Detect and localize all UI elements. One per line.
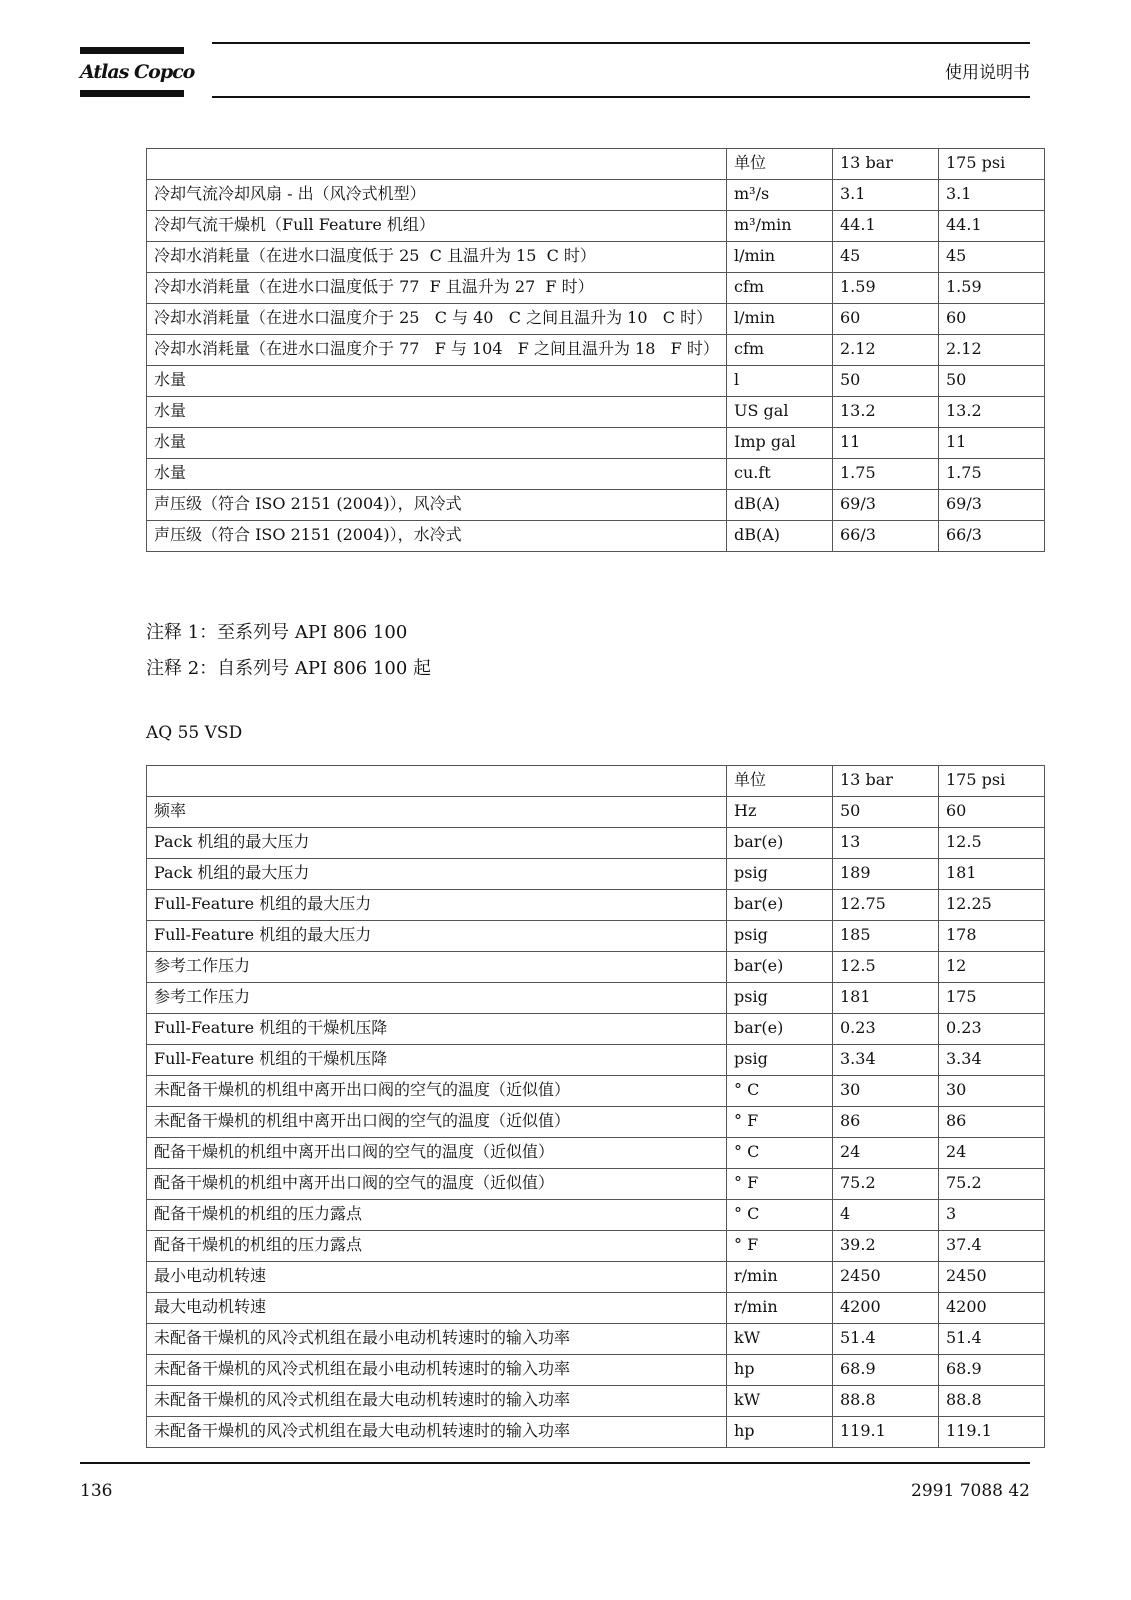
unit-cell: dB(A)	[727, 521, 833, 552]
value-175psi-cell: 181	[939, 859, 1045, 890]
unit-cell: cfm	[727, 335, 833, 366]
header-cell	[147, 766, 727, 797]
unit-cell: hp	[727, 1355, 833, 1386]
unit-cell: r/min	[727, 1262, 833, 1293]
value-13bar-cell: 12.75	[833, 890, 939, 921]
parameter-cell: 冷却水消耗量（在进水口温度低于 77 F 且温升为 27 F 时）	[147, 273, 727, 304]
table-row	[147, 180, 1045, 211]
table-row	[147, 1200, 1045, 1231]
header-cell: 单位	[727, 766, 833, 797]
unit-cell: psig	[727, 921, 833, 952]
unit-cell: ° C	[727, 1138, 833, 1169]
table-row	[147, 521, 1045, 552]
parameter-cell: 配备干燥机的机组中离开出口阀的空气的温度（近似值）	[147, 1169, 727, 1200]
spec-table-2	[146, 765, 1045, 1448]
value-13bar-cell: 30	[833, 1076, 939, 1107]
table-row	[147, 859, 1045, 890]
unit-cell: hp	[727, 1417, 833, 1448]
parameter-cell: 未配备干燥机的风冷式机组在最小电动机转速时的输入功率	[147, 1355, 727, 1386]
table-row	[147, 983, 1045, 1014]
unit-cell: bar(e)	[727, 1014, 833, 1045]
unit-cell: m³/min	[727, 211, 833, 242]
parameter-cell: 水量	[147, 428, 727, 459]
value-175psi-cell: 60	[939, 304, 1045, 335]
value-175psi-cell: 66/3	[939, 521, 1045, 552]
value-175psi-cell: 11	[939, 428, 1045, 459]
value-175psi-cell: 1.75	[939, 459, 1045, 490]
table-row	[147, 304, 1045, 335]
table-row	[147, 335, 1045, 366]
value-175psi-cell: 60	[939, 797, 1045, 828]
value-13bar-cell: 51.4	[833, 1324, 939, 1355]
table-row	[147, 459, 1045, 490]
value-175psi-cell: 30	[939, 1076, 1045, 1107]
logo-text: Atlas Copco	[80, 61, 195, 83]
header-cell: 13 bar	[833, 766, 939, 797]
value-13bar-cell: 1.59	[833, 273, 939, 304]
logo-bottom-bar	[80, 90, 184, 97]
value-13bar-cell: 86	[833, 1107, 939, 1138]
table-row	[147, 952, 1045, 983]
parameter-cell: Full-Feature 机组的最大压力	[147, 890, 727, 921]
value-175psi-cell: 3.34	[939, 1045, 1045, 1076]
value-13bar-cell: 50	[833, 366, 939, 397]
header-cell: 单位	[727, 149, 833, 180]
header-cell: 175 psi	[939, 149, 1045, 180]
unit-cell: l/min	[727, 304, 833, 335]
unit-cell: ° F	[727, 1231, 833, 1262]
unit-cell: m³/s	[727, 180, 833, 211]
value-13bar-cell: 2.12	[833, 335, 939, 366]
table-row	[147, 242, 1045, 273]
parameter-cell: Full-Feature 机组的干燥机压降	[147, 1045, 727, 1076]
parameter-cell: 配备干燥机的机组的压力露点	[147, 1231, 727, 1262]
unit-cell: psig	[727, 983, 833, 1014]
value-13bar-cell: 185	[833, 921, 939, 952]
value-175psi-cell: 4200	[939, 1293, 1045, 1324]
value-175psi-cell: 119.1	[939, 1417, 1045, 1448]
footer-rule	[80, 1462, 1030, 1464]
unit-cell: ° C	[727, 1076, 833, 1107]
table-row	[147, 921, 1045, 952]
parameter-cell: Full-Feature 机组的最大压力	[147, 921, 727, 952]
table-row	[147, 1014, 1045, 1045]
value-13bar-cell: 13	[833, 828, 939, 859]
logo-top-bar	[80, 47, 184, 54]
value-175psi-cell: 12	[939, 952, 1045, 983]
value-175psi-cell: 44.1	[939, 211, 1045, 242]
table-row	[147, 1386, 1045, 1417]
unit-cell: l/min	[727, 242, 833, 273]
table-row	[147, 211, 1045, 242]
value-175psi-cell: 175	[939, 983, 1045, 1014]
unit-cell: psig	[727, 859, 833, 890]
value-175psi-cell: 0.23	[939, 1014, 1045, 1045]
parameter-cell: 冷却气流干燥机（Full Feature 机组）	[147, 211, 727, 242]
value-13bar-cell: 189	[833, 859, 939, 890]
parameter-cell: 冷却水消耗量（在进水口温度介于 77 F 与 104 F 之间且温升为 18 F 时）	[147, 335, 727, 366]
table-row	[147, 1045, 1045, 1076]
parameter-cell: Full-Feature 机组的干燥机压降	[147, 1014, 727, 1045]
value-13bar-cell: 11	[833, 428, 939, 459]
unit-cell: cfm	[727, 273, 833, 304]
value-175psi-cell: 69/3	[939, 490, 1045, 521]
unit-cell: bar(e)	[727, 890, 833, 921]
value-175psi-cell: 24	[939, 1138, 1045, 1169]
parameter-cell: 配备干燥机的机组中离开出口阀的空气的温度（近似值）	[147, 1138, 727, 1169]
table-row	[147, 1169, 1045, 1200]
unit-cell: US gal	[727, 397, 833, 428]
value-175psi-cell: 178	[939, 921, 1045, 952]
parameter-cell: 未配备干燥机的机组中离开出口阀的空气的温度（近似值）	[147, 1107, 727, 1138]
parameter-cell: 频率	[147, 797, 727, 828]
table-row	[147, 1076, 1045, 1107]
unit-cell: kW	[727, 1386, 833, 1417]
value-175psi-cell: 12.5	[939, 828, 1045, 859]
value-13bar-cell: 69/3	[833, 490, 939, 521]
parameter-cell: 水量	[147, 397, 727, 428]
value-175psi-cell: 2.12	[939, 335, 1045, 366]
value-13bar-cell: 45	[833, 242, 939, 273]
parameter-cell: Pack 机组的最大压力	[147, 828, 727, 859]
unit-cell: dB(A)	[727, 490, 833, 521]
value-175psi-cell: 12.25	[939, 890, 1045, 921]
value-175psi-cell: 75.2	[939, 1169, 1045, 1200]
value-175psi-cell: 3	[939, 1200, 1045, 1231]
parameter-cell: 未配备干燥机的风冷式机组在最小电动机转速时的输入功率	[147, 1324, 727, 1355]
table-row	[147, 1324, 1045, 1355]
unit-cell: bar(e)	[727, 952, 833, 983]
unit-cell: ° F	[727, 1107, 833, 1138]
table-row	[147, 1355, 1045, 1386]
value-13bar-cell: 44.1	[833, 211, 939, 242]
spec-table-1	[146, 148, 1045, 552]
value-13bar-cell: 2450	[833, 1262, 939, 1293]
parameter-cell: 水量	[147, 366, 727, 397]
parameter-cell: 冷却水消耗量（在进水口温度低于 25 C 且温升为 15 C 时）	[147, 242, 727, 273]
table-row	[147, 273, 1045, 304]
page-number: 136	[80, 1481, 113, 1501]
parameter-cell: 参考工作压力	[147, 983, 727, 1014]
note-1: 注释 1：至系列号 API 806 100	[146, 622, 408, 643]
table-row	[147, 397, 1045, 428]
table-row	[147, 366, 1045, 397]
table-row	[147, 1293, 1045, 1324]
value-13bar-cell: 0.23	[833, 1014, 939, 1045]
table-row	[147, 1417, 1045, 1448]
unit-cell: r/min	[727, 1293, 833, 1324]
value-13bar-cell: 66/3	[833, 521, 939, 552]
header-cell: 175 psi	[939, 766, 1045, 797]
unit-cell: l	[727, 366, 833, 397]
parameter-cell: 冷却气流冷却风扇 - 出（风冷式机型）	[147, 180, 727, 211]
value-13bar-cell: 1.75	[833, 459, 939, 490]
table-row	[147, 1107, 1045, 1138]
table-row	[147, 890, 1045, 921]
parameter-cell: 未配备干燥机的风冷式机组在最大电动机转速时的输入功率	[147, 1417, 727, 1448]
value-13bar-cell: 4	[833, 1200, 939, 1231]
value-175psi-cell: 13.2	[939, 397, 1045, 428]
parameter-cell: 水量	[147, 459, 727, 490]
value-175psi-cell: 68.9	[939, 1355, 1045, 1386]
parameter-cell: 最小电动机转速	[147, 1262, 727, 1293]
value-13bar-cell: 119.1	[833, 1417, 939, 1448]
header-cell	[147, 149, 727, 180]
value-13bar-cell: 3.34	[833, 1045, 939, 1076]
parameter-cell: 未配备干燥机的风冷式机组在最大电动机转速时的输入功率	[147, 1386, 727, 1417]
note-2: 注释 2：自系列号 API 806 100 起	[146, 658, 431, 679]
value-175psi-cell: 51.4	[939, 1324, 1045, 1355]
value-175psi-cell: 45	[939, 242, 1045, 273]
header-rule-bottom	[212, 96, 1030, 98]
unit-cell: ° C	[727, 1200, 833, 1231]
unit-cell: psig	[727, 1045, 833, 1076]
table-row	[147, 1262, 1045, 1293]
parameter-cell: 配备干燥机的机组的压力露点	[147, 1200, 727, 1231]
value-13bar-cell: 50	[833, 797, 939, 828]
value-13bar-cell: 39.2	[833, 1231, 939, 1262]
table-row	[147, 797, 1045, 828]
value-175psi-cell: 3.1	[939, 180, 1045, 211]
value-13bar-cell: 68.9	[833, 1355, 939, 1386]
table-row	[147, 428, 1045, 459]
value-175psi-cell: 50	[939, 366, 1045, 397]
parameter-cell: Pack 机组的最大压力	[147, 859, 727, 890]
value-13bar-cell: 13.2	[833, 397, 939, 428]
unit-cell: cu.ft	[727, 459, 833, 490]
header-rule-top	[212, 42, 1030, 44]
parameter-cell: 声压级（符合 ISO 2151 (2004)），风冷式	[147, 490, 727, 521]
table-row	[147, 828, 1045, 859]
value-175psi-cell: 1.59	[939, 273, 1045, 304]
table-row	[147, 1138, 1045, 1169]
parameter-cell: 冷却水消耗量（在进水口温度介于 25 C 与 40 C 之间且温升为 10 C 时）	[147, 304, 727, 335]
document-number: 2991 7088 42	[911, 1481, 1030, 1501]
parameter-cell: 参考工作压力	[147, 952, 727, 983]
header-cell: 13 bar	[833, 149, 939, 180]
value-175psi-cell: 88.8	[939, 1386, 1045, 1417]
value-13bar-cell: 4200	[833, 1293, 939, 1324]
value-13bar-cell: 12.5	[833, 952, 939, 983]
unit-cell: Hz	[727, 797, 833, 828]
unit-cell: kW	[727, 1324, 833, 1355]
atlas-copco-logo	[80, 47, 195, 97]
value-13bar-cell: 60	[833, 304, 939, 335]
value-175psi-cell: 2450	[939, 1262, 1045, 1293]
value-175psi-cell: 37.4	[939, 1231, 1045, 1262]
value-13bar-cell: 75.2	[833, 1169, 939, 1200]
table-row	[147, 490, 1045, 521]
table-header-row	[147, 766, 1045, 797]
section-title: AQ 55 VSD	[146, 723, 243, 743]
value-13bar-cell: 3.1	[833, 180, 939, 211]
document-type: 使用说明书	[945, 63, 1030, 83]
parameter-cell: 未配备干燥机的机组中离开出口阀的空气的温度（近似值）	[147, 1076, 727, 1107]
unit-cell: Imp gal	[727, 428, 833, 459]
parameter-cell: 最大电动机转速	[147, 1293, 727, 1324]
unit-cell: bar(e)	[727, 828, 833, 859]
unit-cell: ° F	[727, 1169, 833, 1200]
value-13bar-cell: 88.8	[833, 1386, 939, 1417]
table-header-row	[147, 149, 1045, 180]
value-175psi-cell: 86	[939, 1107, 1045, 1138]
value-13bar-cell: 181	[833, 983, 939, 1014]
parameter-cell: 声压级（符合 ISO 2151 (2004)），水冷式	[147, 521, 727, 552]
value-13bar-cell: 24	[833, 1138, 939, 1169]
table-row	[147, 1231, 1045, 1262]
